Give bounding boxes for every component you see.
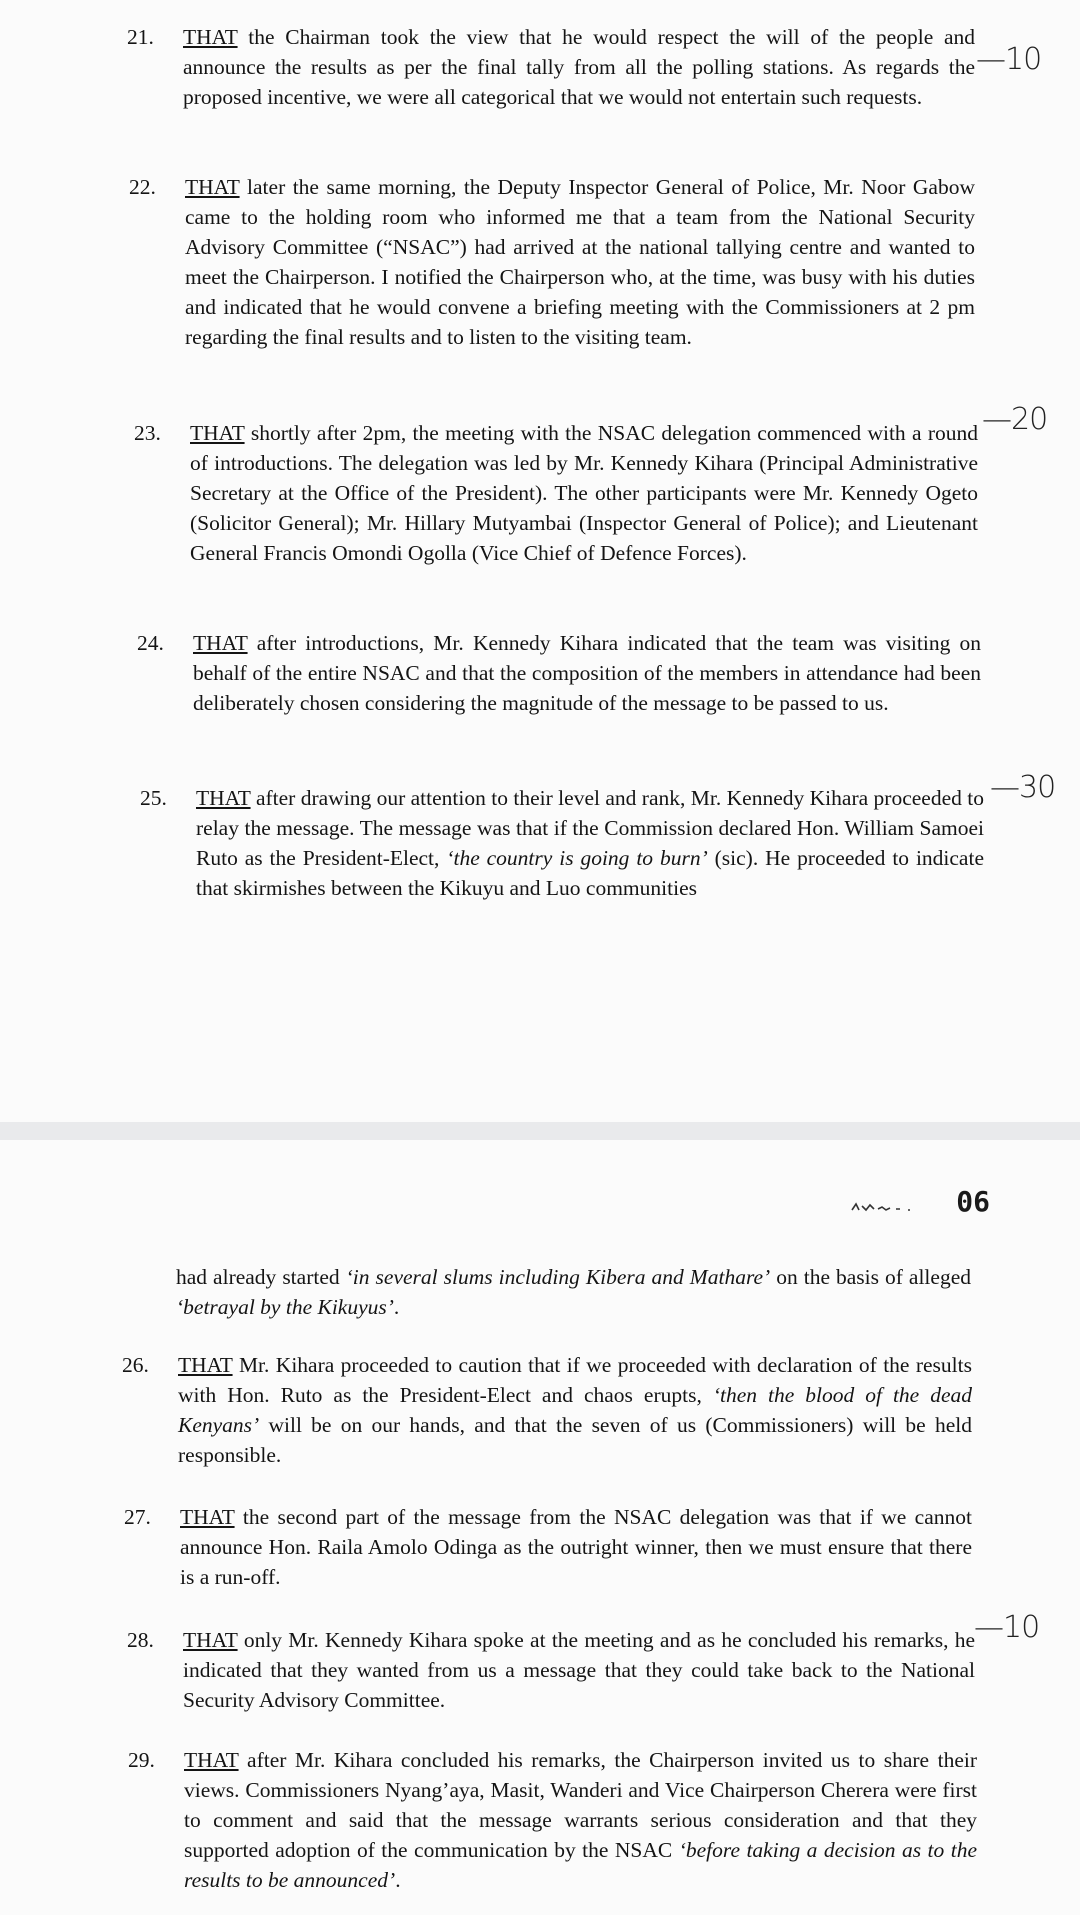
paragraph-text: .	[395, 1868, 401, 1892]
paragraph-number: 25.	[140, 786, 167, 810]
paragraph-25	[140, 783, 984, 903]
paragraph-21	[127, 22, 975, 112]
paragraph-25-continued	[176, 1262, 971, 1322]
paragraph-number: 22.	[129, 175, 156, 199]
quoted-phrase: ‘in several slums including Kibera and Mathare’	[345, 1265, 771, 1289]
paragraph-text: Mr. Kihara proceeded to caution that if we proceeded with declaration of the results with Hon. Ruto as the President-Elect and chaos erupts,	[178, 1353, 972, 1407]
paragraph-number: 21.	[127, 25, 154, 49]
paragraph-text: had already started	[176, 1265, 346, 1289]
paragraph-text: later the same morning, the Deputy Inspector General of Police, Mr. Noor Gabow came to the holding room who informed me that a team from the National Security Advisory Committee (“NSAC”) had arrived at the national tallying centre and wanted to meet the Chairperson. I notified the Chairperson who, at the time, was busy with his duties and indicated that he would convene a briefing meeting with the Commissioners at 2 pm regarding the final results and to listen to the visiting team.	[185, 175, 975, 349]
quoted-phrase: ‘the country is going to burn’	[446, 846, 708, 870]
paragraph-text: on the basis of alleged	[770, 1265, 971, 1289]
paragraph-number: 24.	[137, 631, 164, 655]
paragraph-text: will be on our hands, and that the seven of us (Commissioners) will be held responsible.	[178, 1413, 972, 1467]
paragraph-lead: THAT	[184, 1748, 239, 1772]
paragraph-text: (sic). He proceeded to indicate that skirmishes between the Kikuyu and Luo communities	[196, 846, 984, 900]
paragraph-number: 28.	[127, 1628, 154, 1652]
margin-line-mark: —10	[974, 1610, 1040, 1645]
quoted-phrase: ‘then the blood of the dead Kenyans’	[178, 1383, 972, 1437]
paragraph-27	[124, 1502, 972, 1592]
paragraph-text: after drawing our attention to their level and rank, Mr. Kennedy Kihara proceeded to relay the message. The message was that if the Commission declared Hon. William Samoei Ruto as the President-Elect,	[196, 786, 984, 870]
paragraph-text: the second part of the message from the NSAC delegation was that if we cannot announce Hon. Raila Amolo Odinga as the outright winner, then we must ensure that there is a run-off.	[180, 1505, 972, 1589]
margin-line-mark: —10	[976, 42, 1042, 77]
paragraph-24	[137, 628, 981, 718]
paragraph-22	[129, 172, 975, 352]
document-page-2	[0, 1140, 1080, 1915]
paragraph-text: shortly after 2pm, the meeting with the NSAC delegation commenced with a round of introductions. The delegation was led by Mr. Kennedy Kihara (Principal Administrative Secretary at the Office of the President). The other participants were Mr. Kennedy Ogeto (Solicitor General); Mr. Hillary Mutyambai (Inspector General of Police); and Lieutenant General Francis Omondi Ogolla (Vice Chief of Defence Forces).	[190, 421, 978, 565]
paragraph-number: 23.	[134, 421, 161, 445]
paragraph-26	[122, 1350, 972, 1470]
paragraph-lead: THAT	[183, 25, 238, 49]
paragraph-text: after Mr. Kihara concluded his remarks, the Chairperson invited us to share their views. Commissioners Nyang’aya, Masit, Wanderi and Vice Chairperson Cherera were first to comment and said that the message warrants serious consideration and that they supported adoption of the communication by the NSAC	[184, 1748, 977, 1862]
quoted-phrase: ‘before taking a decision as to the results to be announced’	[184, 1838, 977, 1892]
paragraph-number: 26.	[122, 1353, 149, 1377]
paragraph-28	[127, 1625, 975, 1715]
paragraph-number: 29.	[128, 1748, 155, 1772]
paragraph-text: only Mr. Kennedy Kihara spoke at the meeting and as he concluded his remarks, he indicated that they wanted from us a message that they could take back to the National Security Advisory Committee.	[183, 1628, 975, 1712]
paragraph-text: .	[393, 1295, 400, 1319]
paragraph-lead: THAT	[196, 786, 251, 810]
paragraph-number: 27.	[124, 1505, 151, 1529]
quoted-phrase: ‘betrayal by the Kikuyus’	[176, 1295, 394, 1319]
handwritten-scribble-mark	[850, 1200, 930, 1214]
paragraph-lead: THAT	[180, 1505, 235, 1529]
paragraph-text: the Chairman took the view that he would respect the will of the people and announce the results as per the final tally from all the polling stations. As regards the proposed incentive, we were all categorical that we would not entertain such requests.	[183, 25, 975, 109]
page-number: 06	[956, 1185, 990, 1218]
paragraph-text: after introductions, Mr. Kennedy Kihara indicated that the team was visiting on behalf of the entire NSAC and that the composition of the members in attendance had been deliberately chosen considering the magnitude of the message to be passed to us.	[193, 631, 981, 715]
paragraph-lead: THAT	[178, 1353, 233, 1377]
paragraph-23	[134, 418, 978, 568]
margin-line-mark: —20	[982, 402, 1048, 437]
paragraph-lead: THAT	[193, 631, 248, 655]
paragraph-29	[128, 1745, 977, 1895]
paragraph-lead: THAT	[185, 175, 240, 199]
paragraph-lead: THAT	[190, 421, 245, 445]
margin-line-mark: —30	[990, 770, 1056, 805]
paragraph-lead: THAT	[183, 1628, 238, 1652]
